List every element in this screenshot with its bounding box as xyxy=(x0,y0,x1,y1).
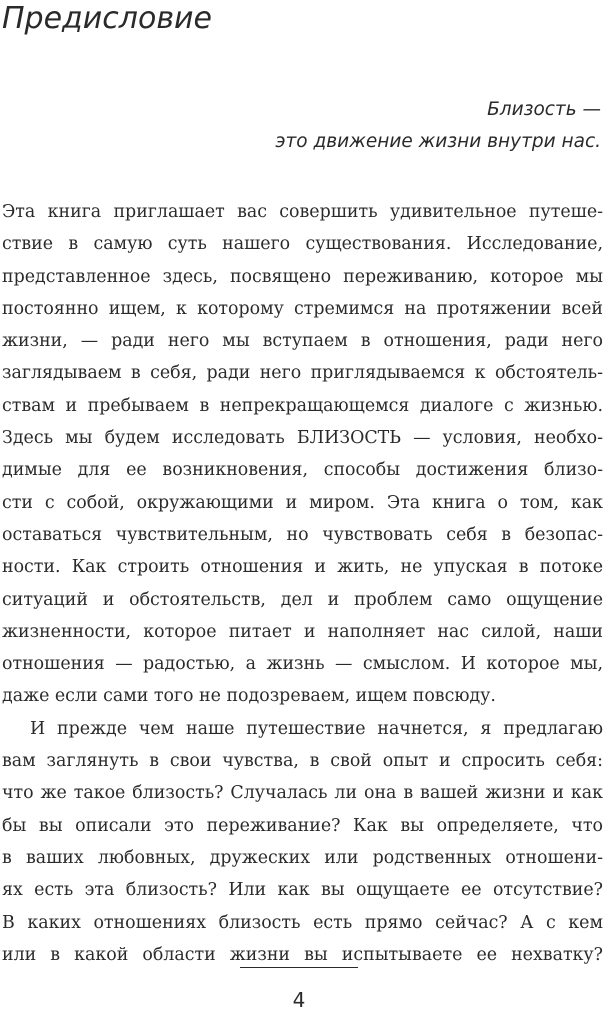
text-line: И прежде чем наше путешествие начнется, я предлагаю xyxy=(30,718,603,739)
text-line: ях есть эта близость? Или как вы ощущаете ее отсутствие? xyxy=(2,880,603,901)
text-line: представленное здесь, посвящено переживанию, которое мы xyxy=(2,266,603,287)
epigraph-line: Близость — xyxy=(487,99,601,120)
text-line: ности. Как строить отношения и жить, не упуская в потоке xyxy=(2,557,603,578)
text-line: Эта книга приглашает вас совершить удивительное путеше- xyxy=(2,202,603,222)
text-line: даже если сами того не подозреваем, ищем повсюду. xyxy=(2,686,496,707)
text-line: ствам и пребываем в непрекращающемся диалоге с жизнью. xyxy=(2,395,603,416)
text-line: оставаться чувствительным, но чувствовать себя в безопас- xyxy=(2,524,603,545)
text-line: сти с собой, окружающими и миром. Эта книга о том, как xyxy=(2,492,603,513)
text-line: бы вы описали это переживание? Как вы определяете, что xyxy=(2,815,603,836)
text-line: димые для ее возникновения, способы достижения близо- xyxy=(2,460,603,481)
text-line: ситуаций и обстоятельств, дел и проблем само ощущение xyxy=(2,589,603,610)
text-line: отношения — радостью, а жизнь — смыслом. И которое мы, xyxy=(2,654,603,675)
text-line: заглядываем в себя, ради него приглядываемся к обстоятель- xyxy=(2,363,603,384)
paragraph xyxy=(2,713,603,971)
epigraph xyxy=(275,94,601,158)
text-line: в ваших любовных, дружеских или родственных отношени- xyxy=(2,847,603,868)
text-line: ствие в самую суть нашего существования. Исследование, xyxy=(2,234,603,255)
body-text xyxy=(2,196,603,971)
text-line: или в какой области жизни вы испытываете ее нехватку? xyxy=(2,944,603,965)
text-line: жизненности, которое питает и наполняет нас силой, наши xyxy=(2,621,603,642)
text-line: постоянно ищем, к которому стремимся на протяжении всей xyxy=(2,298,603,319)
epigraph-line: это движение жизни внутри нас. xyxy=(275,131,601,152)
text-line: жизни, — ради него мы вступаем в отношения, ради него xyxy=(2,331,603,352)
paragraph xyxy=(2,196,603,713)
page-number: 4 xyxy=(292,988,306,1012)
text-line: Здесь мы будем исследовать БЛИЗОСТЬ — условия, необхо- xyxy=(2,428,603,449)
text-line: В каких отношениях близость есть прямо сейчас? А с кем xyxy=(2,912,603,933)
footer-divider xyxy=(240,967,358,968)
chapter-title: Предисловие xyxy=(2,1,212,36)
text-line: вам заглянуть в свои чувства, в свой опыт и спросить себя: xyxy=(2,751,603,772)
text-line: что же такое близость? Случалась ли она в вашей жизни и как xyxy=(2,783,603,804)
